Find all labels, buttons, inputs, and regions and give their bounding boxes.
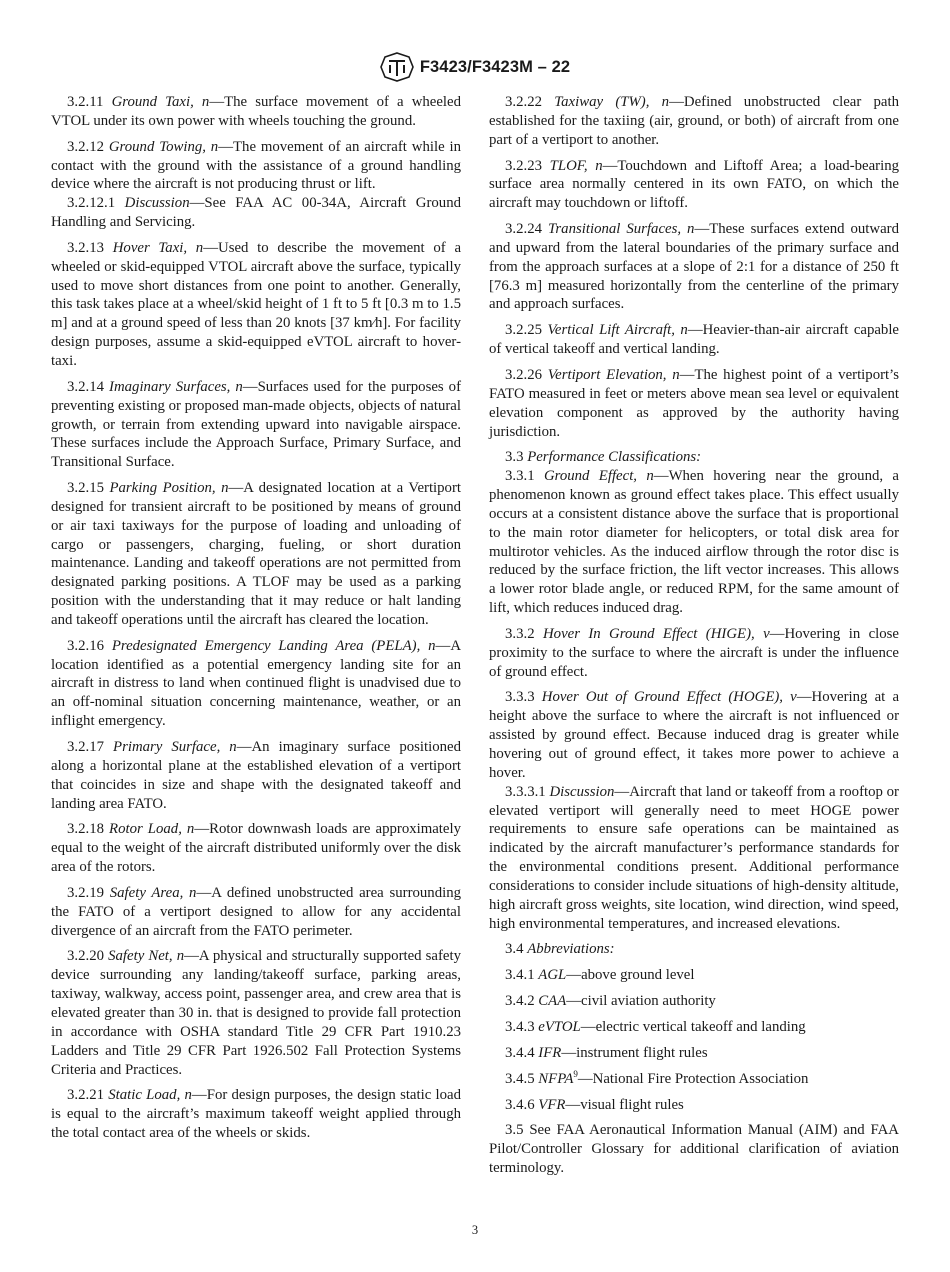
section-number: 3.2.17 <box>67 739 104 755</box>
section-number: 3.4 <box>505 941 524 958</box>
defined-term: Performance Classifications: <box>527 449 702 466</box>
definition-text: —Heavier-than-air aircraft capable of vertical takeoff and vertical landing. <box>489 322 899 358</box>
defined-term: Ground Towing, n <box>108 138 219 155</box>
definition-paragraph <box>489 940 899 959</box>
definition-text: —National Fire Protection Association <box>577 1070 809 1087</box>
section-number: 3.2.26 <box>505 366 542 383</box>
definition-text: —Hovering in close proximity to the surface to where the aircraft is under the influence of ground effect. <box>489 625 899 680</box>
defined-term: Ground Taxi, n <box>111 94 210 110</box>
definition-paragraph <box>489 688 899 782</box>
defined-term: Discussion <box>124 195 190 212</box>
definition-text: —civil aviation authority <box>566 993 716 1010</box>
definition-paragraph <box>489 1044 899 1063</box>
definition-text: —An imaginary surface positioned along a horizontal plane at the established elevation of a vertiport that coincides in size and shape with the designated takeoff and landing area FATO. <box>51 739 462 812</box>
section-number: 3.2.25 <box>505 322 542 339</box>
definition-text: —These surfaces extend outward and upward from the lateral boundaries of the primary surface and from the approach surfaces at a slope of 2:1 for a distance of 250 ft [76.3 m] measured horizontally from the centerline of the primary and approach surfaces. <box>489 221 899 313</box>
definition-text: —The highest point of a vertiport’s FATO measured in feet or meters above mean sea level or equivalent elevation component as approved by the authority having jurisdiction. <box>489 366 899 440</box>
section-number: 3.5 <box>505 1122 524 1139</box>
footnote-marker: 9 <box>573 1068 578 1079</box>
section-number: 3.2.19 <box>67 884 104 901</box>
definition-text: —A physical and structurally supported safety device surrounding any landing/takeoff surface, parking areas, taxiway, walkway, access point, passenger area, and crew area that is elevated greater than 30 in. that is designed to provide fall protection in accordance with OSHA standard Title 29 CFR Part 1910.23 Ladders and Title 29 CFR Part 1926.502 Fall Protection Systems Criteria and Practices. <box>51 948 462 1078</box>
definition-paragraph <box>489 321 899 359</box>
definition-text: —The surface movement of a wheeled VTOL under its own power with wheels touching the ground. <box>51 94 461 129</box>
definition-paragraph <box>489 966 899 985</box>
definition-paragraph <box>489 1070 899 1089</box>
section-number: 3.3.3 <box>505 689 535 706</box>
definition-text: —Rotor downwash loads are approximately equal to the weight of the aircraft distributed uniformly over the disk area of the rotors. <box>51 821 461 876</box>
definition-text: —For design purposes, the design static load is equal to the aircraft’s maximum takeoff weight applied through the total contact area of the wheels or skids. <box>51 1087 461 1142</box>
definition-text: —See FAA AC 00-34A, Aircraft Ground Handling and Servicing. <box>51 195 461 231</box>
defined-term: Vertiport Elevation, n <box>547 366 680 383</box>
defined-term: Taxiway (TW), n <box>554 94 670 110</box>
definition-text: —Used to describe the movement of a wheeled or skid-equipped VTOL aircraft above the surface, typically used to move short distances from one point to another. Generally, this task takes place at a wheel/skid height of 1 ft to 5 ft [0.3 m to 1.5 m] and at a ground speed of less than 20 knots [37 km⁄h]. For facility design purposes, assume a skid-equipped eVTOL aircraft to hover-taxi. <box>51 239 462 369</box>
definition-paragraph <box>51 738 461 813</box>
section-number: 3.2.12.1 <box>67 195 116 212</box>
definition-paragraph <box>51 820 461 877</box>
definition-text: —A defined unobstructed area surrounding the FATO of a vertiport designed to allow for any accidental divergence of an aircraft from the FATO perimeter. <box>51 884 461 939</box>
section-number: 3.4.1 <box>505 967 535 984</box>
left-column <box>51 93 461 1150</box>
section-number: 3.2.11 <box>67 94 104 110</box>
page-number: 3 <box>471 1223 479 1237</box>
section-number: 3.2.20 <box>67 948 104 965</box>
section-number: 3.4.4 <box>505 1044 535 1061</box>
definition-paragraph <box>489 625 899 682</box>
section-number: 3.2.13 <box>67 239 104 256</box>
definition-text: See FAA Aeronautical Information Manual (AIM) and FAA Pilot/Controller Glossary for additional clarification of aviation terminology. <box>489 1122 899 1177</box>
page-header <box>0 50 950 84</box>
definition-paragraph <box>51 947 461 1079</box>
astm-logo-icon <box>380 52 414 82</box>
section-number: 3.2.23 <box>505 157 542 174</box>
section-number: 3.4.2 <box>505 993 535 1010</box>
defined-term: Predesignated Emergency Landing Area (PELA), n <box>111 637 436 654</box>
definition-paragraph <box>489 467 899 618</box>
section-number: 3.2.14 <box>67 378 104 395</box>
definition-paragraph <box>489 220 899 314</box>
section-number: 3.3 <box>505 449 524 466</box>
section-number: 3.2.18 <box>67 821 104 838</box>
document-designation: F3423/F3423M – 22 <box>419 57 571 76</box>
defined-term: Rotor Load, n <box>109 821 195 838</box>
definition-paragraph <box>51 138 461 195</box>
definition-paragraph <box>51 93 461 131</box>
definition-text: —Surfaces used for the purposes of preventing existing or proposed man-made objects, objects of natural growth, or terrain from extending upward into navigable airspace. These surfaces include the Approach Surface, Primary Surface, and Transitional Surface. <box>51 378 462 471</box>
definition-paragraph <box>51 239 461 371</box>
definition-paragraph <box>489 366 899 441</box>
section-number: 3.3.3.1 <box>505 783 546 800</box>
defined-term: Hover In Ground Effect (HIGE), v <box>542 625 770 642</box>
defined-term: Abbreviations: <box>527 941 615 958</box>
definition-paragraph <box>489 1096 899 1115</box>
definition-text: —Touchdown and Liftoff Area; a load-bearing surface area normally centered in its own FATO, on which the aircraft may touchdown or liftoff. <box>489 157 899 212</box>
defined-term: Transitional Surfaces, n <box>548 221 695 238</box>
definition-text: —above ground level <box>566 967 695 984</box>
definition-paragraph <box>51 637 461 731</box>
section-number: 3.3.1 <box>505 468 535 485</box>
definition-paragraph <box>489 1121 899 1178</box>
definition-paragraph <box>489 1018 899 1037</box>
defined-term: VFR <box>538 1096 566 1113</box>
section-number: 3.2.21 <box>67 1087 104 1104</box>
definition-text: —When hovering near the ground, a phenomenon known as ground effect takes place. This effect usually occurs at a consistent distance above the surface that is proportional to the main rotor diameter for helicopters, or total disk area for multirotor vehicles. As the induced airflow through the rotor disc is reduced by the surface friction, the lift vector increases. This allows a lower rotor blade angle, or reduced RPM, for the same amount of lift, which reduces induced drag. <box>489 468 899 617</box>
section-number: 3.4.3 <box>505 1018 535 1035</box>
definition-paragraph <box>51 194 461 232</box>
section-number: 3.2.24 <box>505 221 542 238</box>
defined-term: AGL <box>538 967 567 984</box>
section-number: 3.2.16 <box>67 637 104 654</box>
definition-paragraph <box>51 479 461 630</box>
definition-text: —The movement of an aircraft while in contact with the ground with the assistance of a ground handling device where the aircraft is not producing thrust or lift. <box>51 138 461 193</box>
section-number: 3.2.22 <box>505 94 542 110</box>
definition-paragraph <box>489 448 899 467</box>
section-number: 3.4.6 <box>505 1096 535 1113</box>
definition-paragraph <box>489 93 899 150</box>
section-number: 3.2.15 <box>67 480 104 497</box>
defined-term: Static Load, n <box>108 1087 192 1104</box>
definition-text: —electric vertical takeoff and landing <box>580 1018 806 1035</box>
definition-paragraph <box>51 1086 461 1143</box>
section-number: 3.4.5 <box>505 1070 535 1087</box>
defined-term: Parking Position, n <box>109 480 229 497</box>
definition-text: —A designated location at a Vertiport designed for transient aircraft to be positioned by means of ground or air taxi taxiways for the purpose of loading and unloading of cargo or passengers, charging, fueling, or short duration maintenance. Landing and takeoff operations are not permitted from designated parking positions. A TLOF may be used as a parking position with the understanding that it may reduce or halt landing and takeoff operations until the aircraft has cleared the location. <box>51 480 461 628</box>
definition-paragraph <box>489 157 899 214</box>
definition-paragraph <box>489 992 899 1011</box>
section-number: 3.3.2 <box>505 625 535 642</box>
definition-text: —instrument flight rules <box>561 1044 708 1061</box>
defined-term: IFR <box>538 1044 562 1061</box>
defined-term: Imaginary Surfaces, n <box>109 378 243 395</box>
defined-term: Ground Effect, n <box>543 468 654 485</box>
defined-term: Discussion <box>549 783 615 800</box>
definition-paragraph <box>489 783 899 934</box>
definition-text: —visual flight rules <box>565 1096 684 1113</box>
defined-term: NFPA <box>538 1070 574 1087</box>
defined-term: Vertical Lift Aircraft, n <box>547 322 688 339</box>
right-column <box>489 93 899 1185</box>
definition-text: —Hovering at a height above the surface to where the aircraft is not influenced or assisted by ground effect. Because induced drag is greater while hovering out of ground effect, it takes more power to achieve a hover. <box>489 689 900 781</box>
definition-paragraph <box>51 378 461 472</box>
defined-term: CAA <box>538 993 567 1010</box>
defined-term: TLOF, n <box>549 157 603 174</box>
defined-term: Primary Surface, n <box>113 739 237 755</box>
definition-text: —A location identified as a potential emergency landing site for an aircraft in distress to land when continued flight is unadvised due to an off-nominal situation concerning maintenance, weather, or an inflight emergency. <box>51 637 462 730</box>
defined-term: eVTOL <box>538 1018 581 1035</box>
defined-term: Hover Out of Ground Effect (HOGE), v <box>541 689 797 706</box>
definition-text: —Defined unobstructed clear path established for the taxiing (air, ground, or both) of aircraft from one part of a vertiport to another. <box>489 94 899 148</box>
section-number: 3.2.12 <box>67 138 104 155</box>
definition-text: —Aircraft that land or takeoff from a rooftop or elevated vertiport will generally need to meet HOGE power requirements to ensure safe operations can be maintained as indicated by the aircraft manufacturer’s performance standards for the environmental conditions present. Additional performance considerations to consider include situations of high-density altitude, high aircraft gross weights, site location, wind direction, wind speed, high environmental temperatures, and increased elevations. <box>489 783 899 932</box>
defined-term: Safety Area, n <box>109 884 197 901</box>
defined-term: Hover Taxi, n <box>112 239 204 256</box>
definition-paragraph <box>51 884 461 941</box>
defined-term: Safety Net, n <box>108 948 185 965</box>
